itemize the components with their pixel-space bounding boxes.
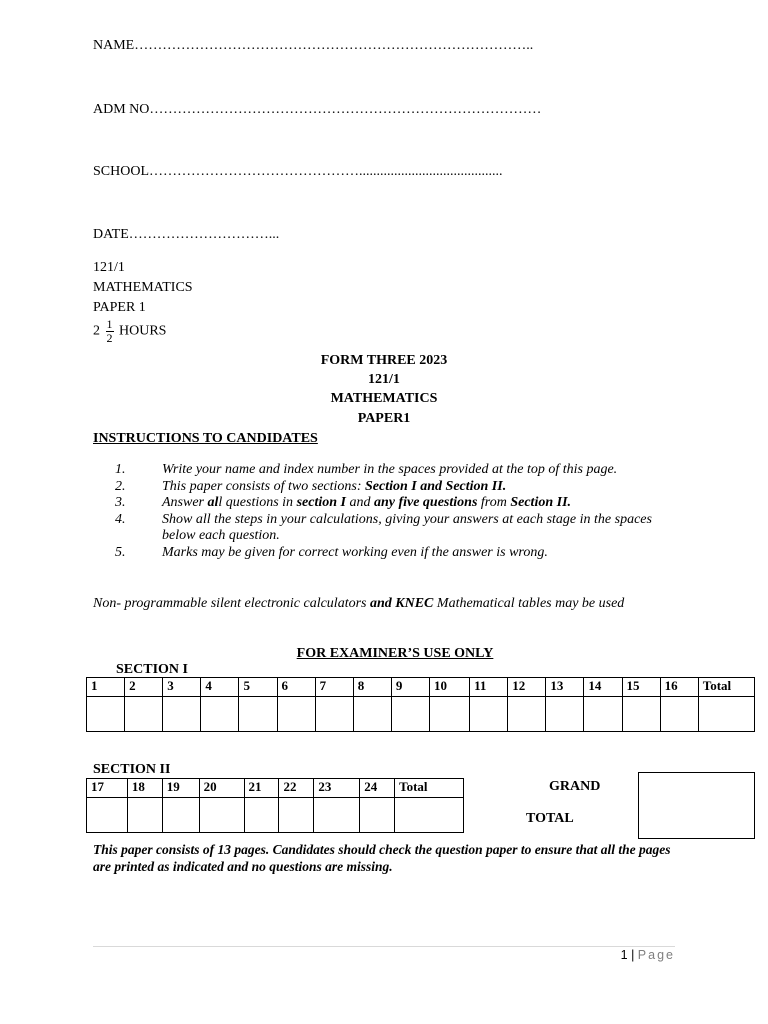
score-entry-cell[interactable] bbox=[127, 798, 162, 833]
score-column-header: 18 bbox=[127, 779, 162, 798]
score-entry-cell[interactable] bbox=[353, 697, 391, 732]
instructions-heading: INSTRUCTIONS TO CANDIDATES bbox=[93, 431, 318, 446]
instruction-number: 4. bbox=[115, 511, 126, 527]
score-entry-cell[interactable] bbox=[584, 697, 622, 732]
instruction-item bbox=[115, 495, 675, 512]
instruction-item bbox=[115, 479, 675, 496]
calculator-note bbox=[93, 594, 668, 613]
footer-divider bbox=[93, 946, 675, 947]
instruction-item bbox=[115, 512, 675, 545]
score-entry-cell[interactable] bbox=[277, 697, 315, 732]
instruction-text bbox=[162, 479, 675, 496]
page-word: Page bbox=[637, 948, 675, 962]
page-separator: | bbox=[627, 948, 638, 962]
score-column-header: 4 bbox=[201, 678, 239, 697]
instruction-text bbox=[162, 462, 675, 479]
paper-number: PAPER 1 bbox=[93, 300, 146, 315]
instruction-number: 5. bbox=[115, 544, 126, 560]
score-column-header: 3 bbox=[163, 678, 201, 697]
score-entry-cell[interactable] bbox=[546, 697, 584, 732]
score-column-header: 12 bbox=[508, 678, 546, 697]
score-column-header: 5 bbox=[239, 678, 277, 697]
score-entry-cell[interactable] bbox=[87, 697, 125, 732]
duration-unit: HOURS bbox=[119, 323, 167, 339]
score-column-header: 7 bbox=[315, 678, 353, 697]
paper-subject: MATHEMATICS bbox=[93, 280, 193, 295]
score-header-row bbox=[87, 779, 464, 798]
exam-subject: MATHEMATICS bbox=[330, 391, 438, 406]
score-entry-cell[interactable] bbox=[125, 697, 163, 732]
instruction-bold-segment: al bbox=[207, 495, 219, 510]
score-entry-cell[interactable] bbox=[660, 697, 698, 732]
school-field: SCHOOL………………………………………......................................... bbox=[93, 164, 503, 179]
score-entry-cell[interactable] bbox=[199, 798, 244, 833]
score-column-header: 17 bbox=[87, 779, 128, 798]
instruction-number: 3. bbox=[115, 495, 126, 510]
grand-total-label: TOTAL bbox=[526, 811, 574, 826]
score-entry-cell[interactable] bbox=[429, 697, 469, 732]
exam-title: FORM THREE 2023 bbox=[320, 353, 448, 368]
score-column-header: 21 bbox=[244, 779, 279, 798]
duration-whole: 2 bbox=[93, 323, 100, 339]
instruction-segment: Show all the steps in your calculations, giving your answers at each stage in the spaces below each question. bbox=[162, 511, 652, 543]
score-header-row bbox=[87, 678, 755, 697]
score-column-header: 24 bbox=[360, 779, 395, 798]
score-entry-cell[interactable] bbox=[698, 697, 754, 732]
score-column-header: 8 bbox=[353, 678, 391, 697]
score-column-header: 13 bbox=[546, 678, 584, 697]
score-entry-cell[interactable] bbox=[470, 697, 508, 732]
score-entry-cell[interactable] bbox=[239, 697, 277, 732]
score-column-header: 22 bbox=[279, 779, 314, 798]
note-bold-segment: and KNEC bbox=[369, 596, 434, 611]
examiner-heading: FOR EXAMINER’S USE ONLY bbox=[296, 646, 494, 661]
score-column-header: 6 bbox=[277, 678, 315, 697]
score-entry-cell[interactable] bbox=[395, 798, 464, 833]
exam-paper: PAPER1 bbox=[357, 411, 411, 426]
instruction-text bbox=[162, 495, 675, 512]
instruction-segment: Write your name and index number in the spaces provided at the top of this page. bbox=[162, 462, 618, 477]
score-column-header: 9 bbox=[391, 678, 429, 697]
score-entry-cell[interactable] bbox=[279, 798, 314, 833]
score-column-header: 2 bbox=[125, 678, 163, 697]
paper-duration bbox=[93, 318, 193, 345]
score-column-header: Total bbox=[698, 678, 754, 697]
instruction-bold-segment: Section II. bbox=[510, 495, 572, 510]
instruction-item bbox=[115, 545, 675, 562]
name-field: NAME………………………………………………………………………….. bbox=[93, 38, 534, 53]
score-entry-cell[interactable] bbox=[622, 697, 660, 732]
section-2-score-table bbox=[86, 778, 464, 833]
score-entry-row bbox=[87, 798, 464, 833]
grand-total-box[interactable] bbox=[638, 772, 755, 839]
note-segment: Mathematical tables may be used bbox=[433, 596, 625, 611]
score-entry-cell[interactable] bbox=[201, 697, 239, 732]
page-number-value: 1 bbox=[620, 948, 628, 962]
pages-notice: This paper consists of 13 pages. Candidates should check the question paper to ensure that all the pages are printed as indicated and no questions are missing. bbox=[93, 842, 671, 874]
instruction-text bbox=[162, 545, 675, 562]
score-column-header: 20 bbox=[199, 779, 244, 798]
score-entry-cell[interactable] bbox=[315, 697, 353, 732]
fraction-denominator: 2 bbox=[106, 331, 113, 345]
score-entry-cell[interactable] bbox=[508, 697, 546, 732]
instruction-number: 1. bbox=[115, 462, 126, 477]
section-1-score-table bbox=[86, 677, 755, 732]
score-column-header: 10 bbox=[429, 678, 469, 697]
instruction-bold-segment: Section I and Section II. bbox=[365, 478, 507, 494]
instruction-item bbox=[115, 462, 675, 479]
note-segment: Non- programmable silent electronic calculators bbox=[93, 596, 370, 611]
score-column-header: Total bbox=[395, 779, 464, 798]
page-number bbox=[621, 948, 675, 962]
fraction-numerator: 1 bbox=[106, 317, 113, 331]
score-column-header: 23 bbox=[314, 779, 360, 798]
instruction-number: 2. bbox=[115, 478, 126, 494]
score-entry-cell[interactable] bbox=[162, 798, 199, 833]
score-column-header: 14 bbox=[584, 678, 622, 697]
score-entry-cell[interactable] bbox=[163, 697, 201, 732]
score-column-header: 11 bbox=[470, 678, 508, 697]
instruction-segment: Answer bbox=[162, 495, 208, 510]
score-column-header: 1 bbox=[87, 678, 125, 697]
score-entry-cell[interactable] bbox=[87, 798, 128, 833]
score-entry-cell[interactable] bbox=[314, 798, 360, 833]
instruction-text bbox=[162, 512, 675, 545]
duration-fraction bbox=[106, 318, 114, 345]
grand-label: GRAND bbox=[549, 779, 601, 794]
instruction-segment: from bbox=[477, 495, 511, 510]
score-column-header: 15 bbox=[622, 678, 660, 697]
date-field: DATE…………………………... bbox=[93, 227, 280, 242]
paper-code: 121/1 bbox=[93, 260, 125, 275]
section-1-label: SECTION I bbox=[116, 662, 188, 677]
instruction-segment: l questions in bbox=[218, 495, 297, 510]
instruction-segment: Marks may be given for correct working even if the answer is wrong. bbox=[162, 544, 548, 560]
score-entry-cell[interactable] bbox=[360, 798, 395, 833]
instruction-bold-segment: any five questions bbox=[373, 495, 478, 510]
instruction-bold-segment: section I bbox=[296, 495, 346, 510]
instruction-segment: This paper consists of two sections: bbox=[162, 478, 366, 494]
adm-no-field: ADM NO………………………………………………………………………… bbox=[93, 102, 542, 117]
exam-code: 121/1 bbox=[368, 372, 400, 387]
score-entry-row bbox=[87, 697, 755, 732]
instruction-segment: and bbox=[345, 495, 374, 510]
section-2-label: SECTION II bbox=[93, 762, 171, 777]
score-column-header: 16 bbox=[660, 678, 698, 697]
score-entry-cell[interactable] bbox=[244, 798, 279, 833]
score-entry-cell[interactable] bbox=[391, 697, 429, 732]
instructions-list bbox=[115, 462, 675, 561]
score-column-header: 19 bbox=[162, 779, 199, 798]
paper-info bbox=[93, 258, 193, 345]
